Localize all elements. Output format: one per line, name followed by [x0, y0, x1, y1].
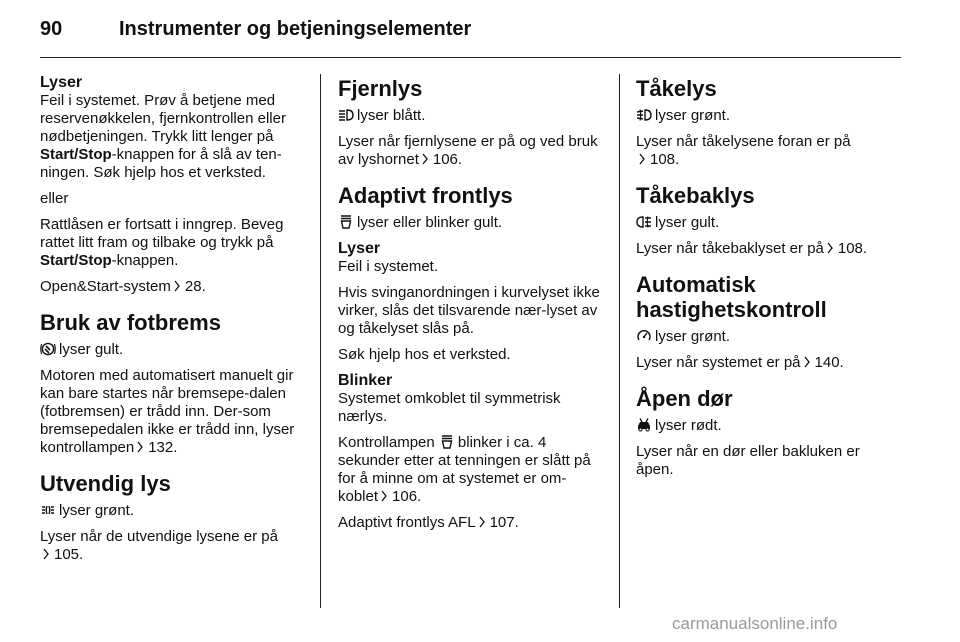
takebaklys-indicator-line	[636, 214, 898, 232]
text: lyser rødt.	[655, 417, 722, 434]
text: Lyser når tåkelysene foran er på	[636, 133, 851, 150]
column-divider-2	[619, 74, 620, 608]
auto-indicator-line	[636, 328, 898, 346]
text: Lyser når tåkebaklyset er på	[636, 240, 824, 257]
exterior-light-icon	[40, 503, 56, 517]
text: Feil i systemet. Prøv å betjene med reservenøkkelen, fjernkontrollen eller nødbetjeningen. Trykk litt lenger på	[40, 92, 286, 145]
page-ref[interactable]: 105.	[54, 546, 84, 563]
page-ref-arrow-icon	[173, 280, 181, 292]
page-ref-arrow-icon	[826, 242, 834, 254]
utvendig-paragraph	[40, 528, 302, 564]
text: lyser blått.	[357, 107, 426, 124]
start-stop-label: Start/Stop	[40, 252, 112, 269]
blinker-heading: Blinker	[338, 372, 393, 389]
watermark: carmanualsonline.info	[672, 614, 838, 633]
takelys-heading: Tåkelys	[636, 76, 717, 101]
takebaklys-heading: Tåkebaklys	[636, 183, 755, 208]
afl-ref-paragraph	[338, 514, 600, 532]
text: blinker i ca. 4 sekunder etter at tenningen er slått på for å minne om at systemet er om-koblet	[338, 434, 591, 505]
front-fog-light-icon	[636, 108, 652, 122]
page-ref[interactable]: 106.	[432, 151, 463, 168]
eller-paragraph: eller	[40, 190, 69, 207]
column-3	[636, 74, 898, 487]
text: Adaptivt frontlys AFL	[338, 514, 476, 531]
rear-fog-light-icon	[636, 215, 652, 229]
header-rule	[40, 57, 901, 58]
page-ref[interactable]: 108.	[650, 151, 680, 168]
text: Motoren med automatisert manuelt gir kan bare startes når bremsepe-dalen (fotbremsen) er trådd inn. Der-som bremsepedalen ikke er trådd inn, lyser kontrollampen	[40, 367, 295, 456]
column-2	[338, 74, 600, 540]
page-ref-arrow-icon	[136, 441, 144, 453]
page-ref[interactable]: 28.	[184, 278, 206, 295]
cruise-control-heading: Automatisk hastighetskontroll	[636, 272, 827, 322]
fotbrems-paragraph	[40, 367, 302, 457]
afl-indicator-line	[338, 214, 600, 232]
page-ref-arrow-icon	[42, 548, 50, 560]
open-door-icon	[636, 418, 652, 432]
blinker-paragraph-1: Systemet omkoblet til symmetrisk nærlys.	[338, 390, 561, 425]
openstart-paragraph	[40, 278, 302, 296]
text: lyser eller blinker gult.	[357, 214, 503, 231]
page-ref[interactable]: 107.	[489, 514, 519, 531]
page-ref[interactable]: 132.	[148, 439, 178, 456]
page-number: 90	[40, 18, 63, 40]
lyser-paragraph-2: Hvis svinganordningen i kurvelyset ikke virker, slås det tilsvarende nær-lyset av og tåkelyset slås på.	[338, 284, 600, 337]
lyser-heading: Lyser	[338, 240, 381, 257]
open-door-heading: Åpen dør	[636, 386, 733, 411]
blinker-paragraph-2	[338, 434, 600, 506]
text: Open&Start-system	[40, 278, 171, 295]
dor-indicator-line	[636, 417, 898, 435]
fjernlys-indicator-line	[338, 107, 600, 125]
column-1	[40, 74, 302, 564]
adaptive-light-icon	[439, 435, 455, 449]
adaptive-frontlight-heading: Adaptivt frontlys	[338, 183, 513, 208]
lyser-paragraph-1	[40, 92, 302, 182]
page-ref[interactable]: 106.	[392, 488, 422, 505]
text: lyser gult.	[655, 214, 720, 231]
text: lyser grønt.	[655, 107, 731, 124]
fjernlys-heading: Fjernlys	[338, 76, 423, 101]
start-stop-label: Start/Stop	[40, 146, 112, 163]
fotbrems-indicator-line	[40, 341, 302, 359]
page-title: Instrumenter og betjeningselementer	[119, 18, 472, 40]
column-divider-1	[320, 74, 321, 608]
utvendig-heading: Utvendig lys	[40, 471, 171, 496]
page-ref-arrow-icon	[421, 153, 429, 165]
page-ref-arrow-icon	[380, 490, 388, 502]
text: Lyser når systemet er på	[636, 354, 801, 371]
text: -knappen for å slå av ten-ningen. Søk hjelp hos et verksted.	[40, 146, 282, 181]
text: Lyser når fjernlysene er på og ved bruk av lyshornet	[338, 133, 598, 168]
utvendig-indicator-line	[40, 502, 302, 520]
takebaklys-paragraph	[636, 240, 898, 258]
fjernlys-paragraph	[338, 133, 600, 169]
text: lyser grønt.	[655, 328, 731, 345]
page-ref-arrow-icon	[478, 516, 486, 528]
text: lyser grønt.	[59, 502, 135, 519]
takelys-indicator-line	[636, 107, 898, 125]
fotbrems-heading: Bruk av fotbrems	[40, 310, 221, 335]
text: Kontrollampen	[338, 434, 435, 451]
auto-paragraph	[636, 354, 898, 372]
lyser-paragraph-1: Feil i systemet.	[338, 258, 439, 275]
lyser-paragraph-2	[40, 216, 302, 270]
adaptive-light-icon	[338, 215, 354, 229]
brake-pedal-icon	[40, 342, 56, 356]
page-header	[40, 18, 902, 48]
cruise-control-icon	[636, 329, 652, 343]
text: Lyser når de utvendige lysene er på	[40, 528, 278, 545]
text: -knappen.	[111, 252, 179, 269]
takelys-paragraph	[636, 133, 898, 169]
text: lyser gult.	[59, 341, 124, 358]
page-ref-arrow-icon	[638, 153, 646, 165]
lyser-paragraph-3: Søk hjelp hos et verksted.	[338, 346, 511, 363]
lyser-heading: Lyser	[40, 74, 83, 91]
dor-paragraph: Lyser når en dør eller bakluken er åpen.	[636, 443, 860, 478]
page-ref-arrow-icon	[803, 356, 811, 368]
text: Rattlåsen er fortsatt i inngrep. Beveg rattet litt fram og tilbake og trykk på	[40, 216, 284, 251]
high-beam-icon	[338, 108, 354, 122]
page-ref[interactable]: 140.	[814, 354, 844, 371]
page-ref[interactable]: 108.	[837, 240, 868, 257]
